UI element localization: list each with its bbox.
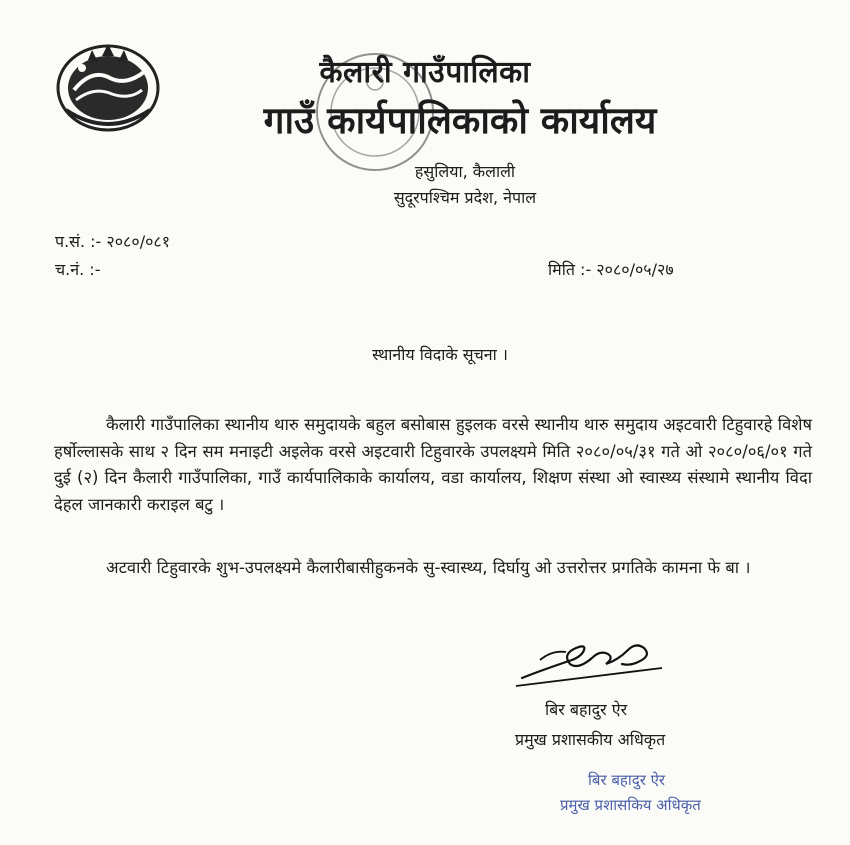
letter-reference-number: प.सं. :- २०८०/०८१ [55, 232, 171, 251]
signatory-name: बिर बहादुर ऐर [545, 700, 628, 719]
dispatch-number: च.नं. :- [55, 260, 101, 279]
province-country: सुदूरपश्चिम प्रदेश, नेपाल [393, 188, 537, 207]
letter-date: मिति :- २०८०/०५/२७ [548, 260, 674, 279]
stamp-signatory-name: बिर बहादुर ऐर [588, 771, 666, 789]
notice-subject: स्थानीय विदाके सूचना । [372, 345, 508, 364]
office-location: हसुलिया, कैलाली [414, 162, 516, 181]
body-paragraph-2: अटवारी टिहुवारके शुभ-उपलक्ष्यमे कैलारीबासीहुकनके सु-स्वास्थ्य, दिर्घायु ओ उत्तरोत्तर प्रगतिके कामना फे बा । [106, 558, 751, 577]
municipality-name: कैलारी गाउँपालिका [319, 55, 531, 90]
signatory-title: प्रमुख प्रशासकीय अधिकृत [515, 730, 666, 749]
body-paragraph-1: कैलारी गाउँपालिका स्थानीय थारु समुदायके बहुल बसोबास हुइलक वरसे स्थानीय थारु समुदाय अइटवारी टिहुवारहे विशेष हर्षोल्लासके साथ २ दिन सम मनाइटी अइलेक वरसे अइटवारी टिहुवारके उपलक्ष्यमे मिति २०८०/०५/३१ गते ओ २०८०/०६/०१ गते दुई (२) दिन कैलारी गाउँपालिका, गाउँ कार्यपालिकाके कार्यालय, वडा कार्यालय, शिक्षण संस्था ओ स्वास्थ्य संस्थामे स्थानीय विदा देहल जानकारी कराइल बटु । [54, 415, 812, 514]
stamp-signatory-title: प्रमुख प्रशासकिय अधिकृत [560, 796, 701, 814]
office-name: गाउँ कार्यपालिकाको कार्यालय [263, 99, 657, 142]
handwritten-signature [512, 630, 672, 690]
